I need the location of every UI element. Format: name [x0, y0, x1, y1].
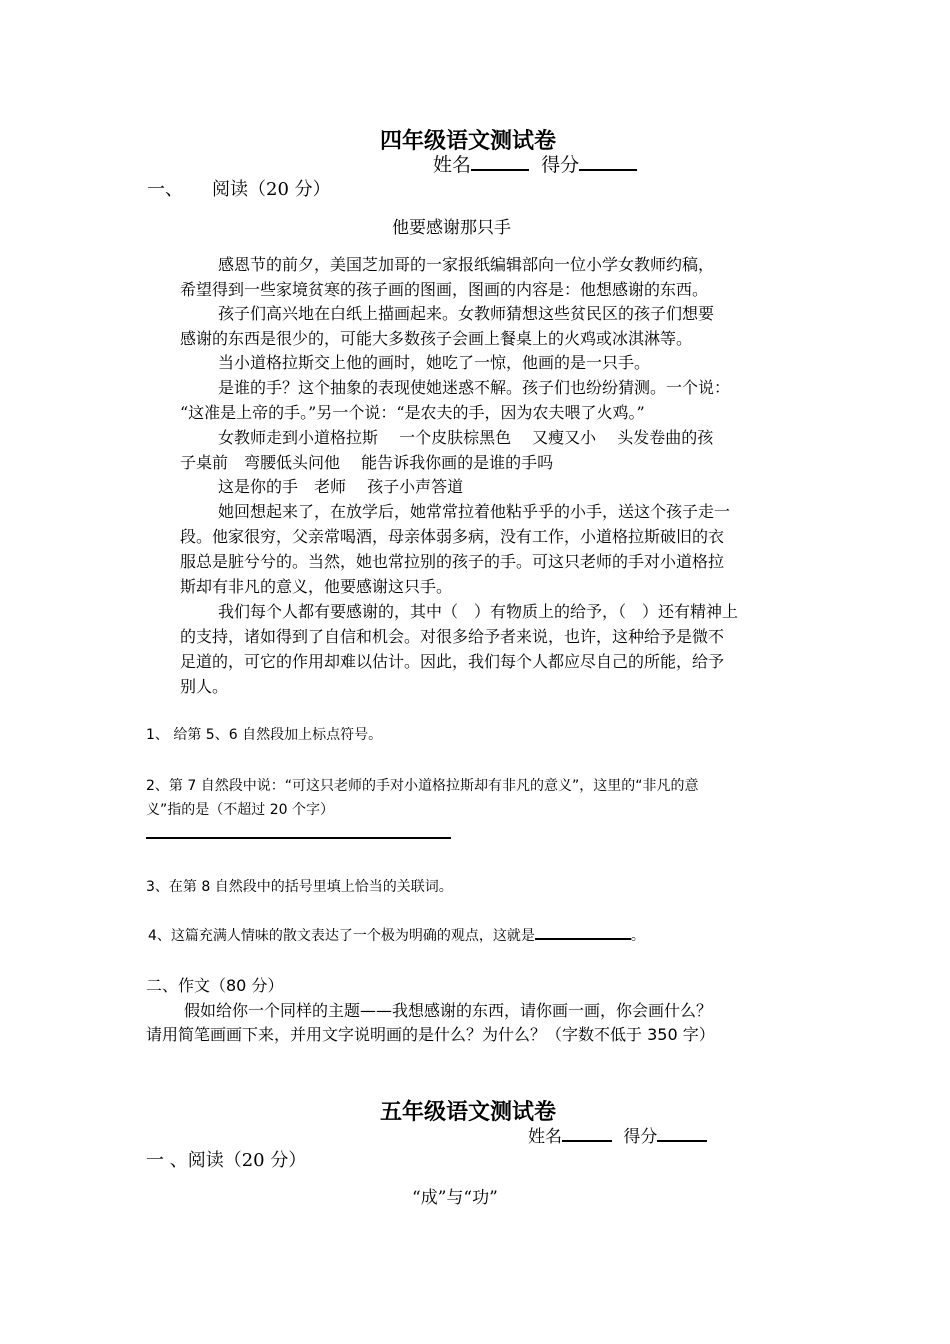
name-label: 姓名: [433, 154, 472, 176]
name-label: 姓名: [528, 1127, 562, 1147]
composition-prompt-line2: 请用简笔画画下来，并用文字说明画的是什么？为什么？（字数不低于 350 字）: [146, 1025, 715, 1044]
exam1-title: 四年级语文测试卷: [380, 129, 557, 154]
passage-line: 斯却有非凡的意义，他要感谢这只手。: [180, 577, 453, 596]
question-2-line2: 义”指的是（不超过 20 个字）: [146, 802, 334, 818]
question-4-text: 4、这篇充满人情味的散文表达了一个极为明确的观点，这就是: [148, 928, 535, 944]
exam2-section1-heading: 一 、阅读（20 分）: [146, 1150, 307, 1171]
passage-line: 子桌前 弯腰低头问他 能告诉我你画的是谁的手吗: [180, 453, 554, 472]
score-blank: [657, 1124, 707, 1142]
score-label: 得分: [541, 154, 580, 176]
passage-line: 她回想起来了，在放学后，她常常拉着他粘乎乎的小手，送这个孩子走一: [218, 502, 731, 521]
passage-line: 这是你的手 老师 孩子小声答道: [218, 477, 464, 496]
question-4-end: 。: [630, 928, 645, 944]
passage-line: 孩子们高兴地在白纸上描画起来。女教师猜想这些贫民区的孩子们想要: [218, 304, 715, 323]
answer-line: [146, 837, 451, 839]
exam2-passage-title: “成”与“功”: [412, 1188, 498, 1208]
passage-line: 感恩节的前夕，美国芝加哥的一家报纸编辑部向一位小学女教师约稿，: [218, 255, 715, 274]
exam1-name-score-line: [433, 150, 637, 177]
question-1: 1、 给第 5、6 自然段加上标点符号。: [146, 727, 383, 743]
passage-line: 足道的，可它的作用却难以估计。因此，我们每个人都应尽自己的所能，给予: [180, 652, 725, 671]
answer-blank: [535, 924, 631, 940]
passage-line: 当小道格拉斯交上他的画时，她吃了一惊，他画的是一只手。: [218, 353, 651, 372]
exam1-section1-number: 一、: [147, 179, 183, 200]
exam2-name-score-line: [528, 1122, 707, 1147]
score-label: 得分: [623, 1127, 658, 1147]
exam2-title: 五年级语文测试卷: [380, 1100, 557, 1125]
question-3: 3、在第 8 自然段中的括号里填上恰当的关联词。: [146, 879, 453, 895]
exam1-section2-heading: 二、作文（80 分）: [146, 976, 284, 995]
passage-line: 段。他家很穷，父亲常喝酒，母亲体弱多病，没有工作，小道格拉斯破旧的衣: [180, 527, 725, 546]
passage-line: 女教师走到小道格拉斯 一个皮肤棕黑色 又瘦又小 头发卷曲的孩: [218, 428, 714, 447]
composition-prompt-line1: 假如给你一个同样的主题——我想感谢的东西，请你画一画，你会画什么？: [184, 1001, 713, 1020]
question-4: [148, 924, 645, 945]
exam1-section1-heading: 阅读（20 分）: [212, 179, 331, 200]
score-blank: [579, 151, 637, 171]
passage-line: 是谁的手？这个抽象的表现使她迷惑不解。孩子们也纷纷猜测。一个说：: [218, 378, 731, 397]
passage-line: “这准是上帝的手。”另一个说：“是农夫的手，因为农夫喂了火鸡。”: [180, 403, 645, 422]
passage-line: 的支持，诸如得到了自信和机会。对很多给予者来说，也许，这种给予是微不: [180, 627, 725, 646]
question-2-line1: 2、第 7 自然段中说：“可这只老师的手对小道格拉斯却有非凡的意义”，这里的“非凡的意: [146, 778, 699, 794]
name-blank: [562, 1124, 612, 1142]
passage-line: 我们每个人都有要感谢的，其中（ ）有物质上的给予，（ ）还有精神上: [218, 602, 739, 621]
passage-line: 希望得到一些家境贫寒的孩子画的图画，图画的内容是：他想感谢的东西。: [180, 280, 709, 299]
passage-title: 他要感谢那只手: [392, 218, 511, 238]
passage-line: 感谢的东西是很少的，可能大多数孩子会画上餐桌上的火鸡或冰淇淋等。: [180, 329, 693, 348]
name-blank: [471, 151, 529, 171]
passage-line: 服总是脏兮兮的。当然，她也常拉别的孩子的手。可这只老师的手对小道格拉: [180, 552, 725, 571]
passage-line: 别人。: [180, 677, 229, 696]
